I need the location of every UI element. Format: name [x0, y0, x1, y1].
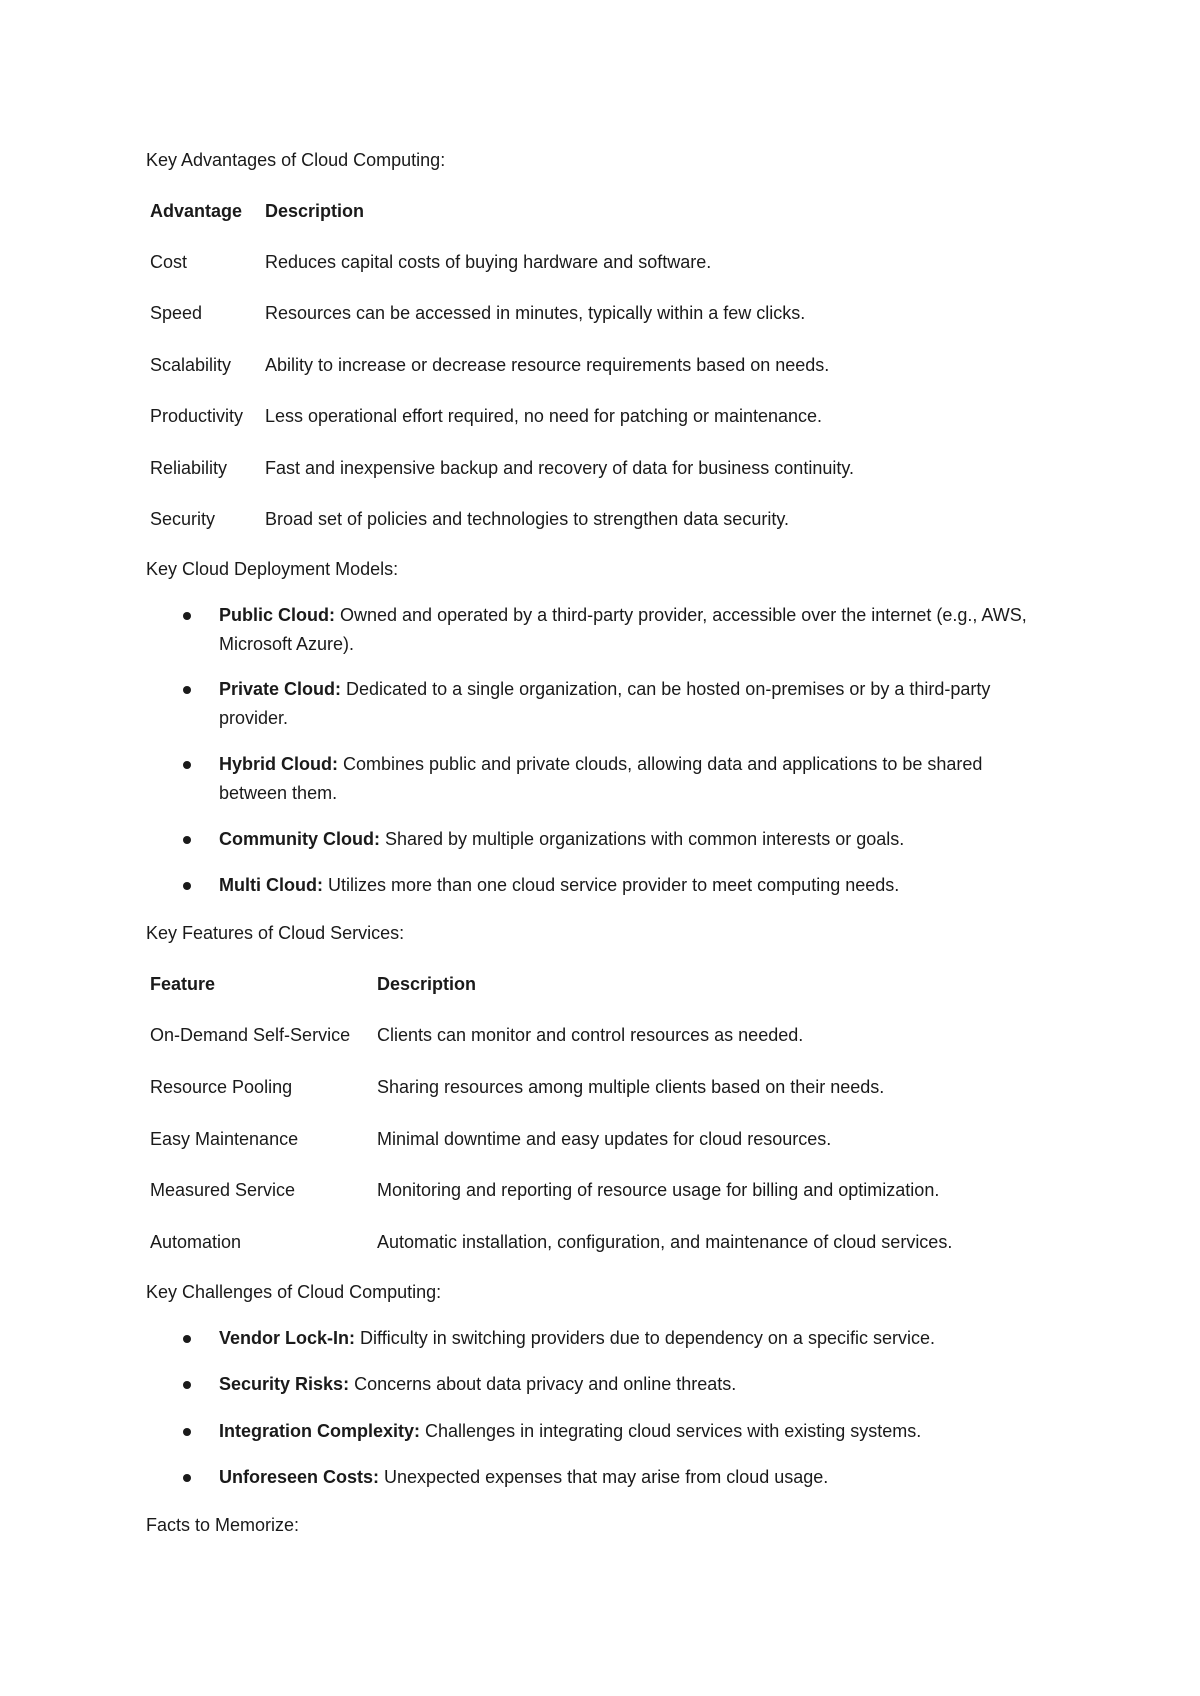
advantages-cell-description: Less operational effort required, no need for patching or maintenance.	[265, 406, 823, 426]
features-cell-description: Minimal downtime and easy updates for cloud resources.	[377, 1129, 832, 1149]
list-item	[219, 601, 1049, 659]
item-text: Utilizes more than one cloud service provider to meet computing needs.	[322, 875, 900, 895]
advantages-cell-description: Ability to increase or decrease resource requirements based on needs.	[265, 355, 830, 375]
list-item	[219, 750, 1049, 808]
features-cell-description: Sharing resources among multiple clients based on their needs.	[377, 1077, 885, 1097]
facts-heading: Facts to Memorize:	[146, 1515, 300, 1535]
advantages-cell-term: Scalability	[150, 355, 232, 375]
item-text: Difficulty in switching providers due to dependency on a specific service.	[355, 1328, 935, 1348]
features-cell-term: Easy Maintenance	[150, 1129, 299, 1149]
advantages-cell-description: Fast and inexpensive backup and recovery of data for business continuity.	[265, 458, 855, 478]
item-text: Dedicated to a single organization, can be hosted on-premises or by a third-party provider.	[219, 679, 991, 728]
advantages-header-advantage: Advantage	[150, 201, 243, 221]
item-term: Hybrid Cloud:	[219, 754, 338, 774]
bullet-icon	[183, 1335, 191, 1343]
item-term: Security Risks:	[219, 1374, 350, 1394]
features-cell-description: Monitoring and reporting of resource usage for billing and optimization.	[377, 1180, 940, 1200]
advantages-cell-term: Speed	[150, 303, 203, 323]
advantages-cell-term: Reliability	[150, 458, 228, 478]
features-heading: Key Features of Cloud Services:	[146, 923, 405, 943]
features-cell-term: Resource Pooling	[150, 1077, 293, 1097]
bullet-icon	[183, 836, 191, 844]
features-cell-term: Measured Service	[150, 1180, 296, 1200]
item-term: Vendor Lock-In:	[219, 1328, 356, 1348]
list-item	[219, 825, 1049, 854]
list-item	[219, 1463, 1049, 1492]
list-item	[219, 1370, 1049, 1399]
challenges-heading: Key Challenges of Cloud Computing:	[146, 1282, 442, 1302]
features-header-feature: Feature	[150, 974, 216, 994]
deployment-heading: Key Cloud Deployment Models:	[146, 559, 399, 579]
item-term: Public Cloud:	[219, 605, 335, 625]
list-item	[219, 675, 1049, 733]
bullet-icon	[183, 612, 191, 620]
bullet-icon	[183, 882, 191, 890]
list-item	[219, 871, 1049, 900]
advantages-heading: Key Advantages of Cloud Computing:	[146, 150, 446, 170]
features-cell-description: Automatic installation, configuration, and maintenance of cloud services.	[377, 1232, 953, 1252]
item-text: Shared by multiple organizations with common interests or goals.	[379, 829, 905, 849]
item-text: Concerns about data privacy and online threats.	[349, 1374, 737, 1394]
advantages-cell-description: Resources can be accessed in minutes, typically within a few clicks.	[265, 303, 806, 323]
list-item	[219, 1417, 1049, 1446]
item-text: Owned and operated by a third-party provider, accessible over the internet (e.g., AWS, Microsoft Azure).	[219, 605, 1027, 654]
item-text: Unexpected expenses that may arise from cloud usage.	[379, 1467, 829, 1487]
advantages-cell-description: Reduces capital costs of buying hardware and software.	[265, 252, 712, 272]
item-term: Unforeseen Costs:	[219, 1467, 380, 1487]
features-header-description: Description	[377, 974, 477, 994]
bullet-icon	[183, 761, 191, 769]
bullet-icon	[183, 686, 191, 694]
list-item	[219, 1324, 1049, 1353]
advantages-header-description: Description	[265, 201, 365, 221]
advantages-cell-term: Cost	[150, 252, 188, 272]
bullet-icon	[183, 1381, 191, 1389]
item-text: Combines public and private clouds, allowing data and applications to be shared between them.	[219, 754, 983, 803]
item-term: Integration Complexity:	[219, 1421, 421, 1441]
item-term: Private Cloud:	[219, 679, 342, 699]
item-term: Community Cloud:	[219, 829, 380, 849]
advantages-cell-term: Security	[150, 509, 216, 529]
bullet-icon	[183, 1428, 191, 1436]
bullet-icon	[183, 1474, 191, 1482]
advantages-cell-term: Productivity	[150, 406, 244, 426]
item-text: Challenges in integrating cloud services with existing systems.	[420, 1421, 922, 1441]
advantages-cell-description: Broad set of policies and technologies to strengthen data security.	[265, 509, 789, 529]
features-cell-description: Clients can monitor and control resources as needed.	[377, 1025, 804, 1045]
features-cell-term: Automation	[150, 1232, 242, 1252]
item-term: Multi Cloud:	[219, 875, 323, 895]
features-cell-term: On-Demand Self-Service	[150, 1025, 351, 1045]
